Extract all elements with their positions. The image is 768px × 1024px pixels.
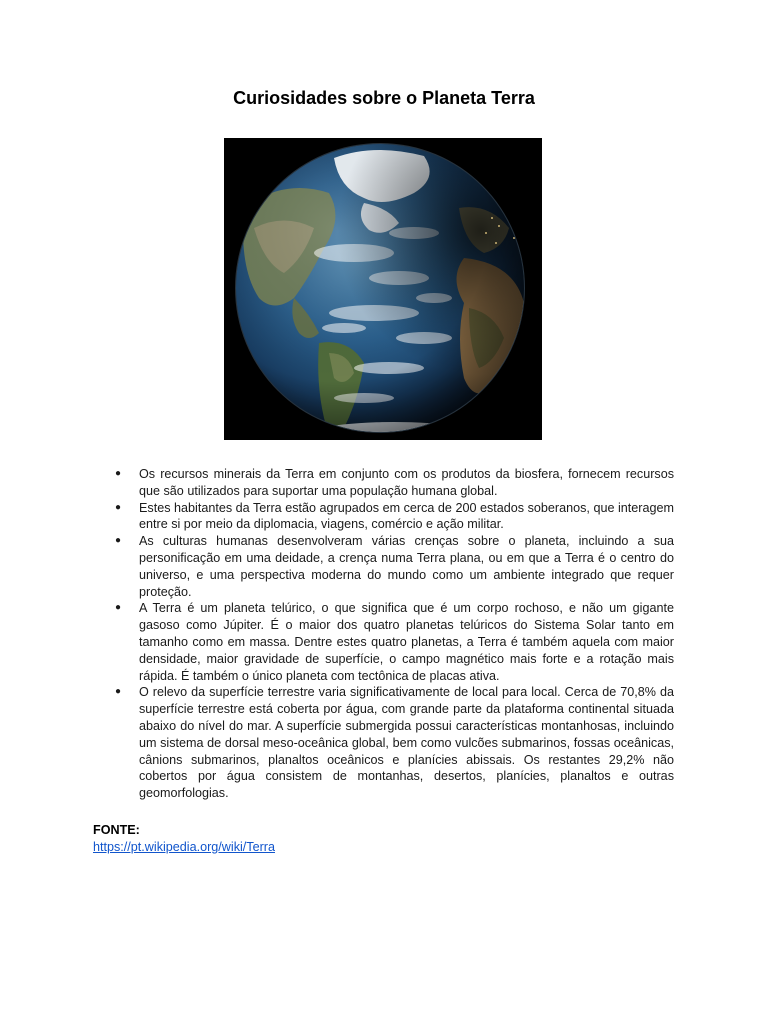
list-item [112, 600, 674, 684]
list-item [112, 533, 674, 600]
list-item [112, 684, 674, 802]
list-item-text: As culturas humanas desenvolveram várias crenças sobre o planeta, incluindo a sua personificação em uma deidade, a crença numa Terra plana, ou em que a Terra é o centro do universo, e uma perspectiva moderna do mundo como um ambiente integrado que requer proteção. [139, 534, 674, 599]
source-link[interactable]: https://pt.wikipedia.org/wiki/Terra [93, 840, 275, 854]
list-item-text: Os recursos minerais da Terra em conjunto com os produtos da biosfera, fornecem recursos que são utilizados para suportar uma população humana global. [139, 467, 674, 498]
bullet-list [112, 466, 674, 802]
earth-globe-photo [224, 138, 542, 440]
bullet-icon: ● [115, 602, 122, 614]
page-title: Curiosidades sobre o Planeta Terra [233, 88, 535, 108]
source-block [93, 822, 275, 856]
bullet-icon: ● [115, 686, 122, 698]
list-item-text: O relevo da superfície terrestre varia significativamente de local para local. Cerca de 70,8% da superfície terrestre está coberta por água, com grande parte da plataforma continental situada abaixo do nível do mar. A superfície submergida possui características montanhosas, incluindo um sistema de dorsal meso-oceânica global, bem como vulcões submarinos, fossas oceânicas, cânions submarinos, planaltos oceânicos e planícies abissais. Os restantes 29,2% não cobertos por água consistem de montanhas, desertos, planícies, planaltos e outras geomorfologias. [139, 685, 674, 801]
bullet-icon: ● [115, 535, 122, 547]
bullet-icon: ● [115, 468, 122, 479]
list-item [112, 500, 674, 534]
source-label: FONTE: [93, 823, 140, 837]
bullet-icon: ● [115, 501, 122, 513]
list-item-text: Estes habitantes da Terra estão agrupados em cerca de 200 estados soberanos, que interagem entre si por meio da diplomacia, viagens, comércio e ação militar. [139, 500, 674, 532]
earth-image [224, 138, 542, 440]
list-item [112, 466, 674, 500]
list-item-text: A Terra é um planeta telúrico, o que significa que é um corpo rochoso, e não um gigante gasoso como Júpiter. É o maior dos quatro planetas telúricos do Sistema Solar tanto em tamanho como em massa. Dentre estes quatro planetas, a Terra é também aquela com maior densidade, maior gravidade de superfície, o campo magnético mais forte e a rotação mais rápida. É também o único planeta com tectônica de placas ativa. [139, 601, 674, 683]
